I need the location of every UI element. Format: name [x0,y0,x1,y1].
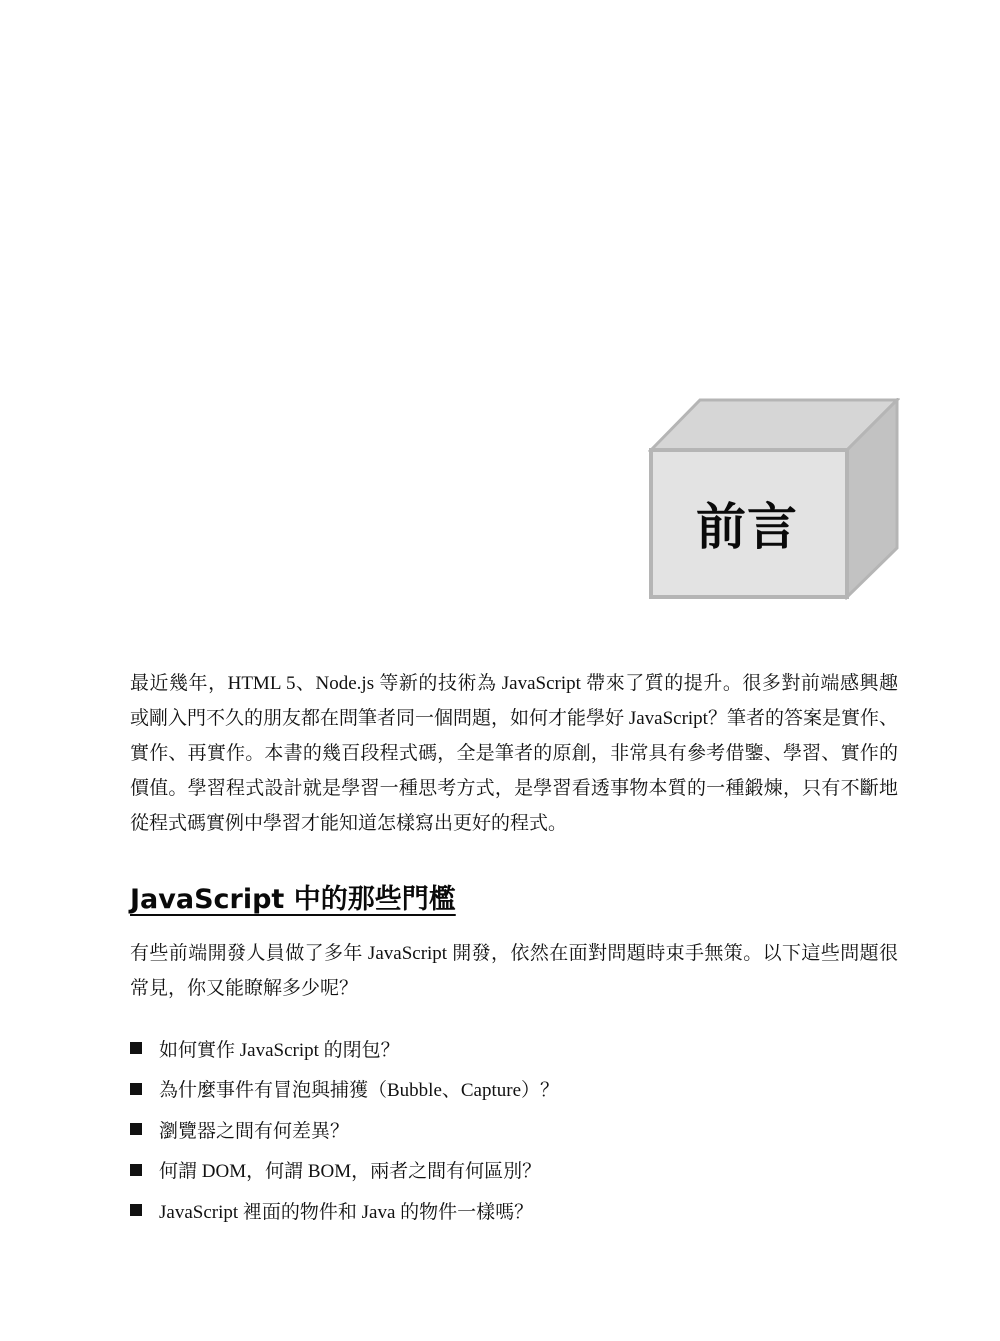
list-item [130,1150,559,1191]
list-item [130,1109,559,1150]
question-text: 為什麼事件有冒泡與捕獲（Bubble、Capture）？ [159,1080,560,1102]
section-paragraph: 有些前端開發人員做了多年 JavaScript 開發，依然在面對問題時束手無策。以下這些問題很常見，你又能瞭解多少呢？ [130,943,898,999]
question-text: 瀏覽器之間有何差異？ [159,1120,350,1142]
question-text: 如何實作 JavaScript 的閉包？ [159,1039,400,1061]
question-text: JavaScript 裡面的物件和 Java 的物件一樣嗎？ [159,1201,534,1223]
question-list [130,1028,559,1231]
chapter-title: 前言 [696,498,798,556]
question-text: 何謂 DOM，何謂 BOM，兩者之間有何區別？ [159,1161,542,1183]
square-bullet-icon [130,1123,142,1135]
list-item [130,1190,559,1231]
square-bullet-icon [130,1164,142,1176]
list-item [130,1069,559,1110]
intro-paragraph: 最近幾年，HTML 5、Node.js 等新的技術為 JavaScript 帶來了質的提升。很多對前端感興趣或剛入門不久的朋友都在問筆者同一個問題，如何才能學好 JavaScript？筆者的答案是實作、實作、再實作。本書的幾百段程式碼，全是筆者的原創，非常具有參考借鑒、學習、實作的價值。學習程式設計就是學習一種思考方式，是學習看透事物本質的一種鍛煉，只有不斷地從程式碼實例中學習才能知道怎樣寫出更好的程式。 [130,673,898,834]
square-bullet-icon [130,1204,142,1216]
square-bullet-icon [130,1042,142,1054]
section-heading: JavaScript 中的那些門檻 [130,884,456,915]
list-item [130,1028,559,1069]
square-bullet-icon [130,1083,142,1095]
